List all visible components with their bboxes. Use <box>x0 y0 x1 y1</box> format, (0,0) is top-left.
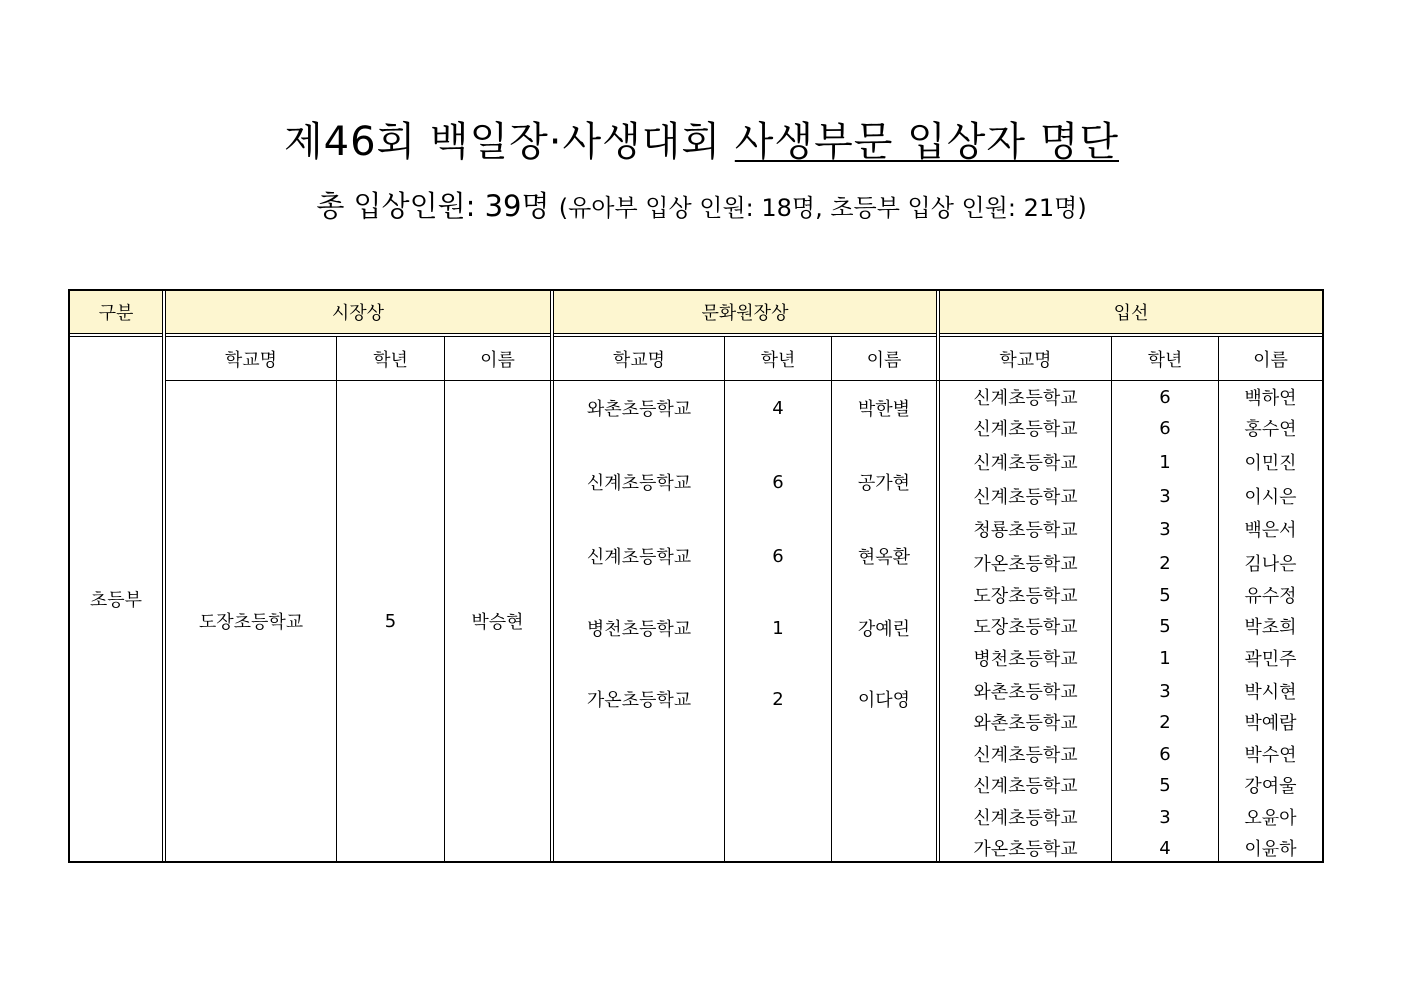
ipsun-grade: 3 <box>1159 806 1171 828</box>
ipsun-school: 와촌초등학교 <box>973 713 1078 734</box>
culture-school: 병천초등학교 <box>586 619 692 640</box>
ipsun-award-list <box>940 381 1322 861</box>
subheader-grade: 학년 <box>1147 349 1183 371</box>
ipsun-school: 청룡초등학교 <box>973 520 1078 541</box>
ipsun-grade: 3 <box>1159 485 1171 507</box>
ipsun-name: 백은서 <box>1244 520 1297 541</box>
culture-name: 현옥환 <box>857 547 911 568</box>
ipsun-name: 홍수연 <box>1244 419 1297 440</box>
ipsun-grade: 1 <box>1159 451 1171 473</box>
list-item <box>940 738 1326 770</box>
culture-grade: 2 <box>772 688 784 710</box>
ipsun-school: 도장초등학교 <box>973 617 1078 638</box>
page-subtitle <box>0 186 1403 228</box>
list-item <box>940 480 1326 512</box>
list-item <box>940 547 1326 579</box>
list-item <box>554 541 936 571</box>
subheader-grade: 학년 <box>373 349 408 371</box>
ipsun-name: 백하연 <box>1244 388 1297 409</box>
list-item <box>940 706 1326 738</box>
category-value: 초등부 <box>89 590 143 611</box>
ipsun-school: 와촌초등학교 <box>973 682 1078 703</box>
ipsun-name: 이민진 <box>1244 453 1297 474</box>
ipsun-name: 박예람 <box>1244 713 1297 734</box>
culture-name: 이다영 <box>857 690 911 711</box>
subheader-name: 이름 <box>480 349 515 371</box>
culture-grade: 6 <box>772 471 784 493</box>
ipsun-school: 가온초등학교 <box>973 554 1078 575</box>
culture-name: 박한별 <box>857 399 911 420</box>
culture-name: 강예린 <box>857 619 911 640</box>
ipsun-school: 병천초등학교 <box>973 649 1078 670</box>
ipsun-grade: 3 <box>1159 518 1171 540</box>
list-item <box>940 412 1326 444</box>
list-item <box>940 513 1326 545</box>
culture-school: 가온초등학교 <box>586 690 692 711</box>
ipsun-grade: 6 <box>1159 386 1171 408</box>
ipsun-grade: 1 <box>1159 647 1171 669</box>
ipsun-grade: 2 <box>1159 552 1171 574</box>
culture-grade: 4 <box>772 397 784 419</box>
mayor-school: 도장초등학교 <box>198 612 304 633</box>
list-item <box>940 642 1326 674</box>
ipsun-grade: 5 <box>1159 774 1171 796</box>
list-item <box>940 832 1326 864</box>
ipsun-school: 가온초등학교 <box>973 839 1078 860</box>
header-category: 구분 <box>70 291 162 333</box>
ipsun-grade: 3 <box>1159 680 1171 702</box>
header-mayor-award: 시장상 <box>166 291 550 333</box>
ipsun-school: 신계초등학교 <box>973 453 1078 474</box>
subheader-name: 이름 <box>866 349 902 371</box>
list-item <box>940 610 1326 642</box>
ipsun-school: 신계초등학교 <box>973 388 1078 409</box>
ipsun-name: 이시은 <box>1244 487 1297 508</box>
list-item <box>554 684 936 714</box>
list-item <box>554 393 936 423</box>
culture-name: 공가현 <box>857 473 911 494</box>
subheader-school: 학교명 <box>612 349 666 371</box>
ipsun-school: 신계초등학교 <box>973 745 1078 766</box>
ipsun-grade: 6 <box>1159 743 1171 765</box>
page-title <box>0 116 1403 168</box>
title-prefix: 제46회 백일장·사생대회 <box>283 119 735 165</box>
culture-grade: 1 <box>772 617 784 639</box>
ipsun-name: 이윤하 <box>1244 839 1297 860</box>
ipsun-school: 신계초등학교 <box>973 419 1078 440</box>
subheader-school: 학교명 <box>224 349 278 371</box>
ipsun-grade: 5 <box>1159 584 1171 606</box>
awards-table <box>68 289 1324 863</box>
ipsun-school: 신계초등학교 <box>973 808 1078 829</box>
list-item <box>940 446 1326 478</box>
list-item <box>554 613 936 643</box>
mayor-grade: 5 <box>384 610 397 632</box>
culture-school: 신계초등학교 <box>586 547 692 568</box>
ipsun-grade: 5 <box>1159 615 1171 637</box>
ipsun-school: 신계초등학교 <box>973 487 1078 508</box>
header-ipsun-award: 입선 <box>940 291 1322 333</box>
ipsun-name: 유수정 <box>1244 586 1297 607</box>
list-item <box>940 801 1326 833</box>
ipsun-grade: 2 <box>1159 711 1171 733</box>
list-item <box>940 381 1326 413</box>
list-item <box>940 675 1326 707</box>
culture-school: 신계초등학교 <box>586 473 692 494</box>
culture-award-list <box>554 381 936 861</box>
header-culture-award: 문화원장상 <box>554 291 936 333</box>
list-item <box>940 579 1326 611</box>
subtitle-detail: (유아부 입상 인원: 18명, 초등부 입상 인원: 21명) <box>558 194 1087 222</box>
subheader-name: 이름 <box>1253 349 1288 371</box>
subtitle-main: 총 입상인원: 39명 <box>316 189 550 223</box>
ipsun-school: 도장초등학교 <box>973 586 1078 607</box>
ipsun-name: 곽민주 <box>1244 649 1297 670</box>
subheader-grade: 학년 <box>760 349 796 371</box>
mayor-name: 박승현 <box>471 612 524 633</box>
ipsun-name: 오윤아 <box>1244 808 1297 829</box>
list-item <box>940 769 1326 801</box>
ipsun-school: 신계초등학교 <box>973 776 1078 797</box>
ipsun-name: 강여울 <box>1244 776 1297 797</box>
ipsun-name: 박초희 <box>1244 617 1297 638</box>
list-item <box>554 467 936 497</box>
ipsun-grade: 6 <box>1159 417 1171 439</box>
ipsun-name: 박수연 <box>1244 745 1297 766</box>
ipsun-name: 박시현 <box>1244 682 1297 703</box>
title-underlined: 사생부문 입상자 명단 <box>734 119 1119 165</box>
subheader-school: 학교명 <box>999 349 1052 371</box>
ipsun-grade: 4 <box>1159 837 1171 859</box>
ipsun-name: 김나은 <box>1244 554 1297 575</box>
culture-grade: 6 <box>772 545 784 567</box>
culture-school: 와촌초등학교 <box>586 399 692 420</box>
